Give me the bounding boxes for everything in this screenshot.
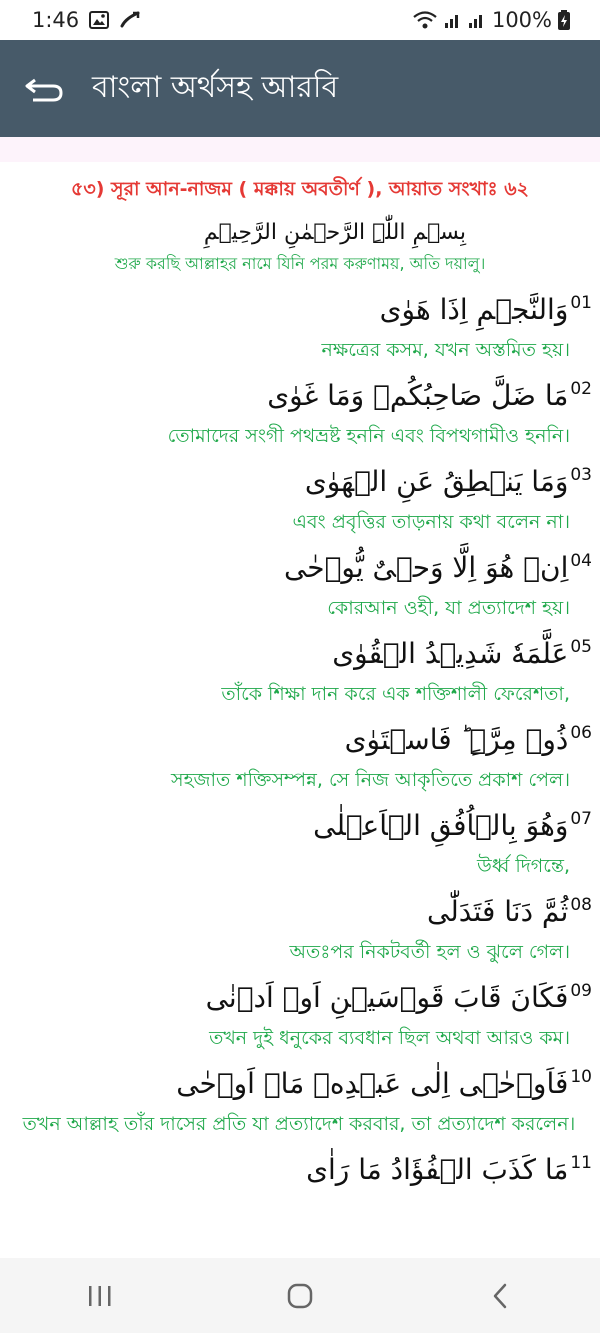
battery-percent: 100% (491, 8, 552, 32)
back-chevron-icon (490, 1282, 510, 1310)
verse-translation: নক্ষত্রের কসম, যখন অস্তমিত হয়। (321, 339, 570, 361)
verse-translation: কোরআন ওহী, যা প্রত্যাদেশ হয়। (327, 597, 570, 619)
verse-translation: তখন দুই ধনুকের ব্যবধান ছিল অথবা আরও কম। (209, 1027, 570, 1049)
verse-item[interactable] (0, 890, 600, 966)
recents-icon (87, 1284, 113, 1308)
verse-arabic: اِنۡ هُوَ اِلَّا وَحۡیٌ یُّوۡحٰی (283, 551, 569, 584)
verse-number: 07 (570, 809, 592, 829)
verse-item[interactable] (0, 1062, 600, 1138)
wifi-icon (412, 10, 438, 30)
verse-item[interactable] (0, 546, 600, 622)
verse-number: 08 (570, 895, 592, 915)
verse-number: 10 (570, 1067, 592, 1087)
surah-header: ৫৩) সূরা আন-নাজম ( মক্কায় অবতীর্ণ ), আয়াত সংখাঃ ৬২ (71, 178, 529, 200)
bismillah-arabic: بِسۡمِ اللّٰہِ الرَّحۡمٰنِ الرَّحِیۡمِ (203, 220, 467, 245)
verse-translation: অতঃপর নিকটবর্তী হল ও ঝুলে গেল। (289, 941, 570, 963)
battery-charging-icon (558, 10, 570, 30)
verse-number: 04 (570, 551, 592, 571)
verse-item[interactable] (0, 718, 600, 794)
surah-content[interactable] (0, 162, 600, 1258)
gallery-icon (89, 11, 109, 29)
missed-call-icon (119, 10, 141, 30)
back-arrow-icon (25, 74, 65, 104)
verse-item[interactable] (0, 632, 600, 708)
signal-icon-2 (468, 11, 486, 29)
verse-translation: এবং প্রবৃত্তির তাড়নায় কথা বলেন না। (292, 511, 570, 533)
verse-item[interactable] (0, 374, 600, 450)
verse-arabic: عَلَّمَهٗ شَدِیۡدُ الۡقُوٰی (332, 637, 569, 670)
bismillah-bangla: শুরু করছি আল্লাহর নামে যিনি পরম করুণাময়, অতি দয়ালু। (114, 254, 486, 273)
verse-arabic: مَا كَذَبَ الۡفُؤَادُ مَا رَاٰی (306, 1153, 569, 1186)
verse-arabic: مَا ضَلَّ صَاحِبُكُمۡ وَمَا غَوٰی (267, 379, 569, 412)
verse-number: 02 (570, 379, 592, 399)
verse-arabic: فَاَوۡحٰۤی اِلٰی عَبۡدِهٖ مَاۤ اَوۡحٰی (176, 1067, 569, 1100)
verse-arabic: ثُمَّ دَنَا فَتَدَلّٰی (426, 895, 569, 928)
verse-item[interactable] (0, 288, 600, 364)
verse-arabic: ذُوۡ مِرَّۃٍ ؕ فَاسۡتَوٰی (344, 723, 569, 756)
status-bar (0, 0, 600, 40)
verse-number: 01 (570, 293, 592, 313)
home-button[interactable] (240, 1258, 360, 1333)
recents-button[interactable] (40, 1258, 160, 1333)
page-title: বাংলা অর্থসহ আরবি (92, 70, 339, 105)
verse-item[interactable] (0, 804, 600, 880)
verse-arabic: وَالنَّجۡمِ اِذَا هَوٰی (379, 293, 569, 326)
verse-item[interactable] (0, 1148, 600, 1192)
verse-number: 05 (570, 637, 592, 657)
verse-arabic: فَكَانَ قَابَ قَوۡسَیۡنِ اَوۡ اَدۡنٰی (205, 981, 569, 1014)
system-nav-bar (0, 1258, 600, 1333)
verse-translation: সহজাত শক্তিসম্পন্ন, সে নিজ আকৃতিতে প্রকাশ পেল। (171, 769, 570, 791)
home-icon (286, 1282, 314, 1310)
verse-arabic: وَهُوَ بِالۡاُفُقِ الۡاَعۡلٰی (313, 809, 569, 842)
signal-icon-1 (444, 11, 462, 29)
verse-number: 03 (570, 465, 592, 485)
back-button[interactable] (0, 40, 90, 137)
header-divider (0, 137, 600, 162)
verse-item[interactable] (0, 976, 600, 1052)
verse-translation: উর্ধ্ব দিগন্তে, (477, 855, 570, 877)
verse-translation: তোমাদের সংগী পথভ্রষ্ট হননি এবং বিপথগামীও হননি। (167, 425, 570, 447)
status-time: 1:46 (32, 8, 80, 32)
app-bar (0, 40, 600, 137)
verse-number: 09 (570, 981, 592, 1001)
back-nav-button[interactable] (440, 1258, 560, 1333)
verse-item[interactable] (0, 460, 600, 536)
verse-translation: তাঁকে শিক্ষা দান করে এক শক্তিশালী ফেরেশতা, (221, 683, 570, 705)
verse-arabic: وَمَا یَنۡطِقُ عَنِ الۡهَوٰی (304, 465, 569, 498)
verse-number: 06 (570, 723, 592, 743)
verse-number: 11 (570, 1153, 592, 1173)
verse-translation: তখন আল্লাহ তাঁর দাসের প্রতি যা প্রত্যাদেশ করবার, তা প্রত্যাদেশ করলেন। (22, 1113, 576, 1135)
